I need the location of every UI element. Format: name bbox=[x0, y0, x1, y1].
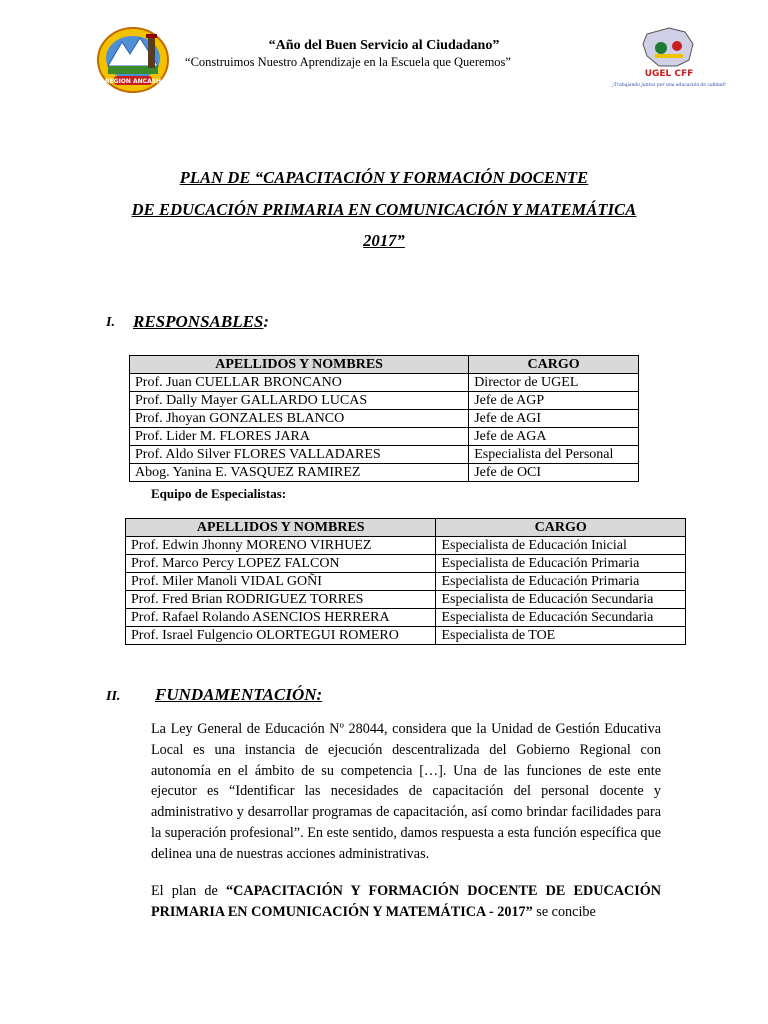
right-logo-text: UGEL CFF bbox=[644, 69, 694, 79]
person-role: Jefe de AGI bbox=[469, 410, 639, 428]
specialist-role: Especialista de Educación Secundaria bbox=[436, 591, 686, 609]
table-row bbox=[126, 555, 686, 573]
plan-title-line-3: 2017” bbox=[363, 231, 405, 250]
person-role: Director de UGEL bbox=[469, 374, 639, 392]
table-row bbox=[130, 464, 639, 482]
specialist-role: Especialista de TOE bbox=[436, 627, 686, 645]
specialist-name: Prof. Edwin Jhonny MORENO VIRHUEZ bbox=[126, 537, 436, 555]
table-row bbox=[126, 627, 686, 645]
specialist-name: Prof. Miler Manoli VIDAL GOÑI bbox=[126, 573, 436, 591]
column-header-names: APELLIDOS Y NOMBRES bbox=[130, 356, 469, 374]
table-row bbox=[130, 392, 639, 410]
person-name: Prof. Dally Mayer GALLARDO LUCAS bbox=[130, 392, 469, 410]
table-row bbox=[130, 428, 639, 446]
person-role: Jefe de OCI bbox=[469, 464, 639, 482]
ugel-cff-logo bbox=[612, 26, 726, 94]
section-1-heading bbox=[133, 312, 269, 332]
table-header-row bbox=[126, 519, 686, 537]
column-header-names: APELLIDOS Y NOMBRES bbox=[126, 519, 436, 537]
section-1-colon: : bbox=[263, 312, 270, 331]
person-name: Prof. Juan CUELLAR BRONCANO bbox=[130, 374, 469, 392]
person-role: Especialista del Personal bbox=[469, 446, 639, 464]
person-role: Jefe de AGP bbox=[469, 392, 639, 410]
person-name: Prof. Aldo Silver FLORES VALLADARES bbox=[130, 446, 469, 464]
left-logo-text: REGION ANCASH bbox=[104, 78, 162, 85]
specialist-name: Prof. Rafael Rolando ASENCIOS HERRERA bbox=[126, 609, 436, 627]
specialists-table bbox=[125, 518, 686, 645]
official-year-title: “Año del Buen Servicio al Ciudadano” bbox=[268, 38, 500, 53]
specialists-team-label: Equipo de Especialistas: bbox=[151, 486, 287, 501]
table-row bbox=[130, 410, 639, 428]
specialist-name: Prof. Israel Fulgencio OLORTEGUI ROMERO bbox=[126, 627, 436, 645]
specialist-role: Especialista de Educación Primaria bbox=[436, 573, 686, 591]
section-1-title: RESPONSABLES bbox=[133, 312, 264, 331]
specialist-role: Especialista de Educación Inicial bbox=[436, 537, 686, 555]
section-1-number: I. bbox=[106, 315, 115, 330]
table-row bbox=[126, 591, 686, 609]
section-2-title: FUNDAMENTACIÓN: bbox=[155, 685, 323, 704]
plan-name-bold: “CAPACITACIÓN Y FORMACIÓN DOCENTE DE EDUCACIÓN PRIMARIA EN COMUNICACIÓN Y MATEMÁTICA - 2017” bbox=[151, 883, 661, 920]
responsables-table bbox=[129, 355, 639, 482]
section-2-number: II. bbox=[106, 689, 121, 704]
specialist-role: Especialista de Educación Secundaria bbox=[436, 609, 686, 627]
paragraph-2-intro: El plan de bbox=[151, 883, 226, 899]
person-name: Prof. Lider M. FLORES JARA bbox=[130, 428, 469, 446]
fundamentacion-paragraph-1: La Ley General de Educación Nº 28044, considera que la Unidad de Gestión Educativa Local es una instancia de ejecución descentralizada del Gobierno Regional con autonomía en el ámbito de su competencia […]. Una de las funciones de este ente ejecutor es “Identificar las necesidades de capacitación del personal docente y administrativo y desarrollar programas de capacitación, así como brindar facilidades para la superación profesional”. En este sentido, damos respuesta a esta función específica que delinea una de nuestras acciones administrativas. bbox=[151, 721, 661, 862]
paragraph-2-end: se concibe bbox=[532, 903, 596, 920]
specialist-role: Especialista de Educación Primaria bbox=[436, 555, 686, 573]
table-header-row bbox=[130, 356, 639, 374]
column-header-role: CARGO bbox=[436, 519, 686, 537]
specialist-name: Prof. Fred Brian RODRIGUEZ TORRES bbox=[126, 591, 436, 609]
table-row bbox=[130, 374, 639, 392]
table-row bbox=[126, 537, 686, 555]
person-name: Prof. Jhoyan GONZALES BLANCO bbox=[130, 410, 469, 428]
person-name: Abog. Yanina E. VASQUEZ RAMIREZ bbox=[130, 464, 469, 482]
plan-title-line-1: PLAN DE “CAPACITACIÓN Y FORMACIÓN DOCENTE bbox=[179, 168, 589, 187]
table-row bbox=[126, 609, 686, 627]
table-row bbox=[126, 573, 686, 591]
institution-motto: “Construimos Nuestro Aprendizaje en la Escuela que Queremos” bbox=[185, 55, 511, 69]
specialist-name: Prof. Marco Percy LOPEZ FALCON bbox=[126, 555, 436, 573]
table-row bbox=[130, 446, 639, 464]
plan-title-line-2: DE EDUCACIÓN PRIMARIA EN COMUNICACIÓN Y MATEMÁTICA bbox=[131, 200, 637, 219]
column-header-role: CARGO bbox=[469, 356, 639, 374]
person-role: Jefe de AGA bbox=[469, 428, 639, 446]
right-logo-tagline: ¡Trabajando juntos por una educación de calidad! bbox=[612, 83, 726, 88]
fundamentacion-paragraph-2 bbox=[151, 881, 661, 923]
